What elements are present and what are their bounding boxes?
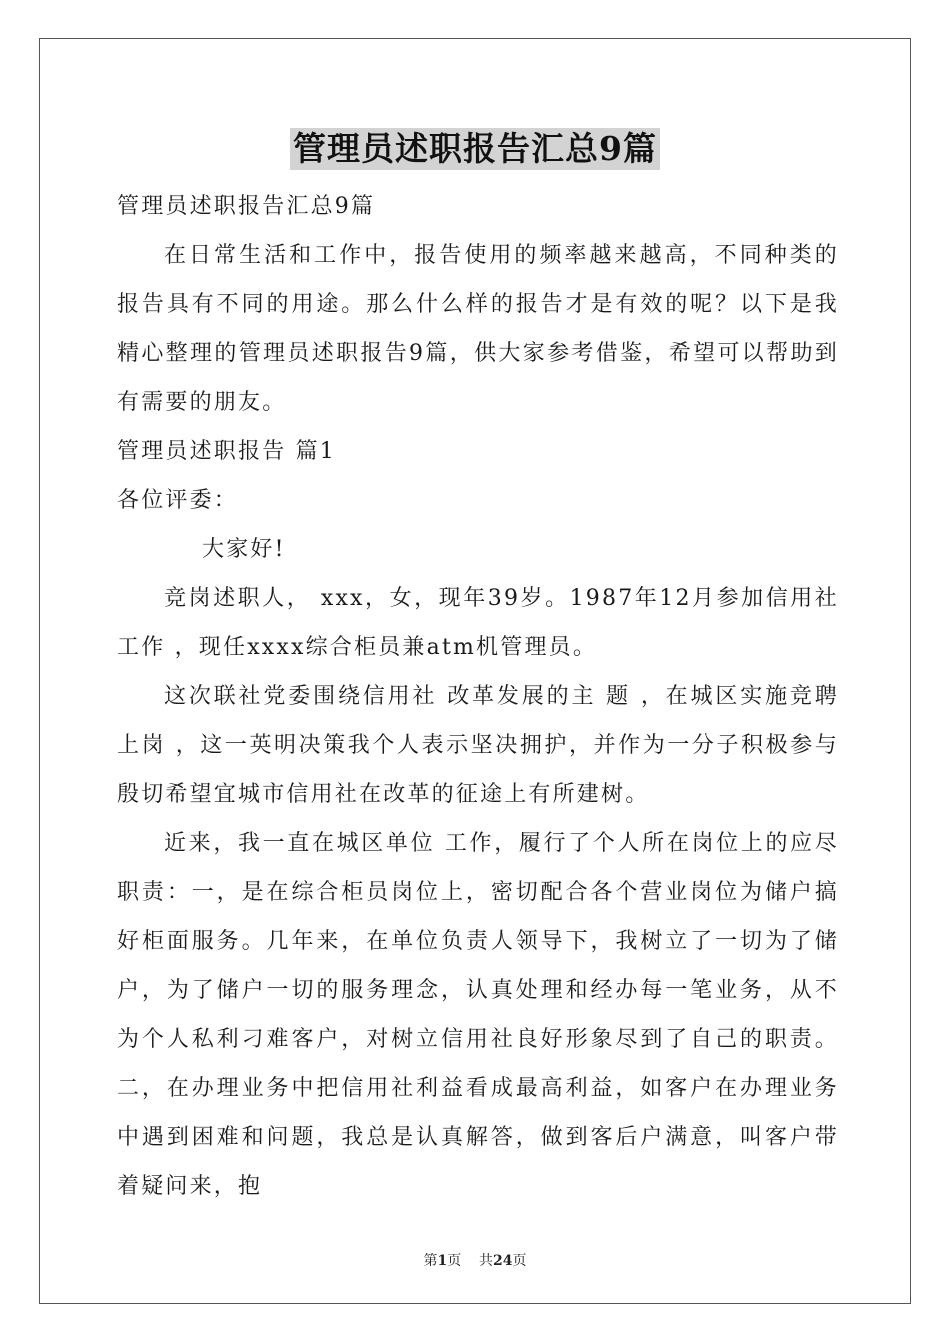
footer-page-suffix: 页 <box>512 1253 527 1269</box>
footer-page-mid: 页 共 <box>447 1253 494 1269</box>
body-paragraph: 近来，我一直在城区单位 工作，履行了个人所在岗位上的应尽职责：一，是在综合柜员岗位上，密切配合各个营业岗位为储户搞好柜面服务。几年来，在单位负责人领导下，我树立了一切为了储户，为了储户一切的服务理念，认真处理和经办每一笔业务，从不为个人私利刁难客户，对树立信用社良好形象尽到了自己的职责。二，在办理业务中把信用社利益看成最高利益，如客户在办理业务中遇到困难和问题，我总是认真解答，做到客后户满意，叫客户带着疑问来，抱 <box>117 831 839 1199</box>
document-title: 管理员述职报告汇总9篇 <box>290 128 660 170</box>
footer-page-current: 1 <box>437 1253 448 1269</box>
title-container <box>0 128 950 170</box>
intro-paragraph: 在日常生活和工作中，报告使用的频率越来越高，不同种类的报告具有不同的用途。那么什么样的报告才是有效的呢？以下是我精心整理的管理员述职报告9篇，供大家参考借鉴，希望可以帮助到有需要的朋友。 <box>117 243 839 415</box>
document-body <box>117 182 839 1211</box>
footer-page-total: 24 <box>493 1253 513 1269</box>
page-footer <box>0 1250 950 1270</box>
footer-page-prefix: 第 <box>423 1253 438 1269</box>
body-paragraph: 这次联社党委围绕信用社 改革发展的主 题 ，在城区实施竞聘上岗 ，这一英明决策我个人表示坚决拥护，并作为一分子积极参与殷切希望宜城市信用社在改革的征途上有所建树。 <box>117 684 839 807</box>
section-heading: 管理员述职报告 篇1 <box>117 439 336 464</box>
body-paragraph: 竞岗述职人， xxx，女，现年39岁。1987年12月参加信用社工作 ，现任xxxx综合柜员兼atm机管理员。 <box>117 586 839 660</box>
salutation: 各位评委： <box>117 488 239 513</box>
document-subtitle: 管理员述职报告汇总9篇 <box>117 194 376 219</box>
greeting: 大家好! <box>202 537 286 562</box>
